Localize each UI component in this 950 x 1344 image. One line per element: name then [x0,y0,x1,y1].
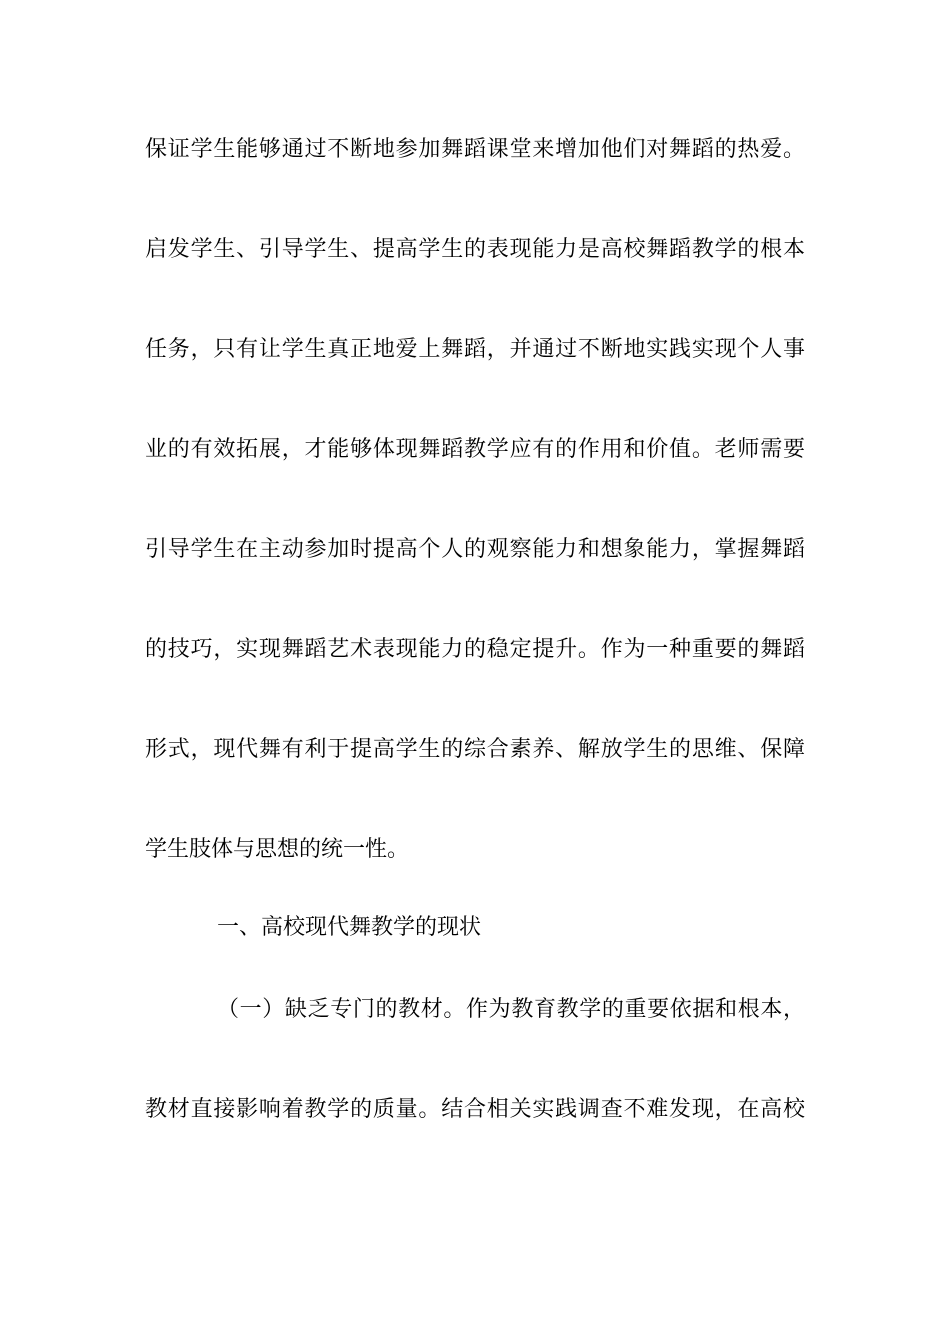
paragraph-line: 教材直接影响着教学的质量。结合相关实践调查不难发现，在高校 [145,1097,805,1122]
paragraph-line: 保证学生能够通过不断地参加舞蹈课堂来增加他们对舞蹈的热爱。 [145,137,805,162]
paragraph-line: 任务，只有让学生真正地爱上舞蹈，并通过不断地实践实现个人事 [145,337,805,362]
subsection-line: （一）缺乏专门的教材。作为教育教学的重要依据和根本， [217,997,805,1022]
paragraph-line: 的技巧，实现舞蹈艺术表现能力的稳定提升。作为一种重要的舞蹈 [145,637,805,662]
paragraph-line: 业的有效拓展，才能够体现舞蹈教学应有的作用和价值。老师需要 [145,437,805,462]
paragraph-line: 形式，现代舞有利于提高学生的综合素养、解放学生的思维、保障 [145,737,805,762]
paragraph-line: 引导学生在主动参加时提高个人的观察能力和想象能力，掌握舞蹈 [145,537,805,562]
paragraph-line: 学生肢体与思想的统一性。 [145,837,410,862]
paragraph-line: 启发学生、引导学生、提高学生的表现能力是高校舞蹈教学的根本 [145,237,805,262]
section-heading: 一、高校现代舞教学的现状 [217,915,482,940]
